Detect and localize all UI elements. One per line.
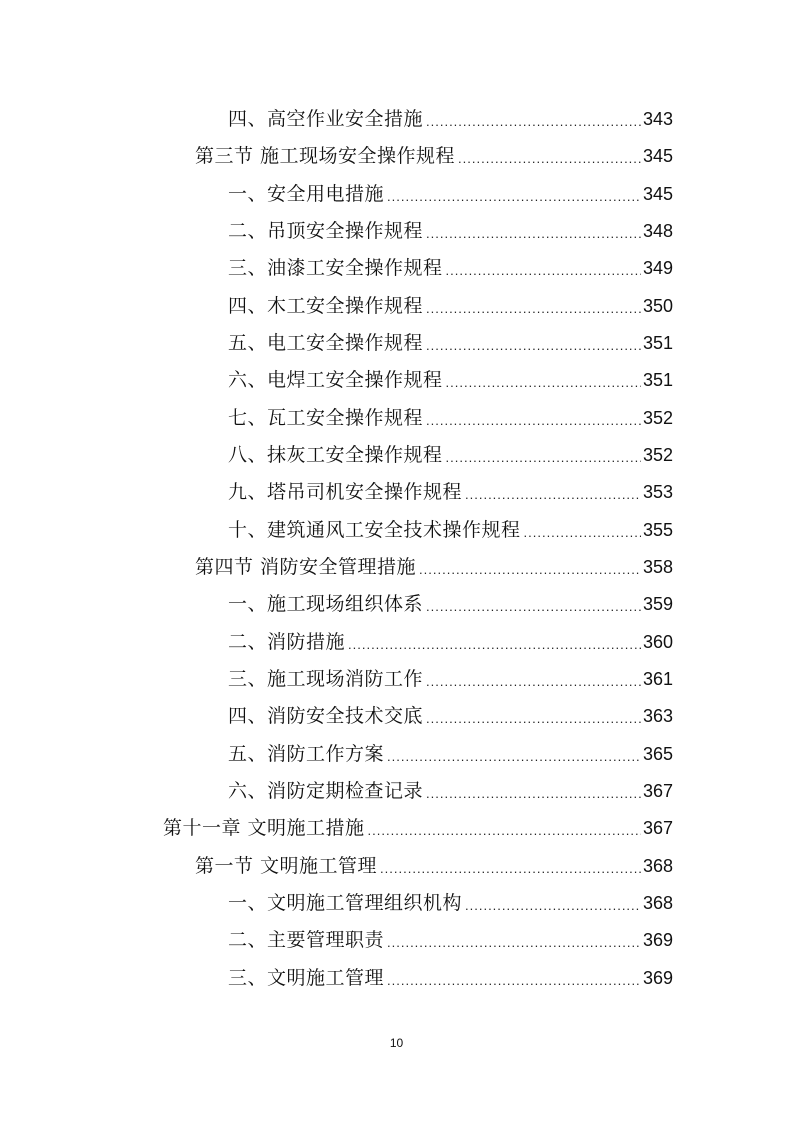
dot-leader xyxy=(426,223,641,245)
toc-entry-page: 365 xyxy=(642,744,673,764)
toc-entry-page: 363 xyxy=(642,706,673,726)
toc-entry-page: 367 xyxy=(642,818,673,838)
toc-entry[interactable] xyxy=(228,217,673,245)
toc-entry-title: 六、电焊工安全操作规程 xyxy=(228,369,443,391)
toc-entry[interactable] xyxy=(228,740,673,768)
toc-entry[interactable] xyxy=(228,926,673,954)
dot-leader xyxy=(426,596,641,618)
toc-entry-title: 五、电工安全操作规程 xyxy=(228,332,424,354)
toc-entry-page: 369 xyxy=(642,930,673,950)
dot-leader xyxy=(387,746,641,768)
toc-entry-title: 八、抹灰工安全操作规程 xyxy=(228,444,443,466)
dot-leader xyxy=(465,484,641,506)
dot-leader xyxy=(446,447,641,469)
toc-entry-page: 349 xyxy=(642,258,673,278)
dot-leader xyxy=(446,260,641,282)
toc-entry-page: 351 xyxy=(642,370,673,390)
toc-entry[interactable] xyxy=(228,329,673,357)
toc-entry-title: 第一节 文明施工管理 xyxy=(195,855,378,877)
dot-leader xyxy=(368,820,641,842)
toc-entry-title: 一、文明施工管理组织机构 xyxy=(228,892,463,914)
toc-entry-title: 二、吊顶安全操作规程 xyxy=(228,220,424,242)
toc-entry-title: 七、瓦工安全操作规程 xyxy=(228,407,424,429)
dot-leader xyxy=(380,858,641,880)
dot-leader xyxy=(458,148,641,170)
dot-leader xyxy=(387,970,641,992)
dot-leader xyxy=(419,559,641,581)
toc-entry[interactable] xyxy=(228,254,673,282)
toc-entry-page: 368 xyxy=(642,856,673,876)
dot-leader xyxy=(426,335,641,357)
toc-entry-page: 360 xyxy=(642,632,673,652)
dot-leader xyxy=(426,783,641,805)
dot-leader xyxy=(426,298,641,320)
dot-leader xyxy=(387,932,641,954)
toc-entry[interactable] xyxy=(195,852,673,880)
toc-entry[interactable] xyxy=(228,628,673,656)
dot-leader xyxy=(426,708,641,730)
toc-entry-title: 一、安全用电措施 xyxy=(228,183,385,205)
toc-entry-page: 361 xyxy=(642,669,673,689)
toc-entry-title: 十、建筑通风工安全技术操作规程 xyxy=(228,519,521,541)
toc-entry[interactable] xyxy=(195,142,673,170)
dot-leader xyxy=(426,410,641,432)
toc-entry-title: 四、高空作业安全措施 xyxy=(228,108,424,130)
toc-entry[interactable] xyxy=(228,404,673,432)
dot-leader xyxy=(446,372,641,394)
toc-entry-title: 第四节 消防安全管理措施 xyxy=(195,556,417,578)
toc-entry[interactable] xyxy=(163,814,673,842)
toc-entry-page: 345 xyxy=(642,184,673,204)
dot-leader xyxy=(426,671,641,693)
toc-entry-page: 369 xyxy=(642,968,673,988)
toc-entry-page: 368 xyxy=(642,893,673,913)
toc-entry-page: 352 xyxy=(642,408,673,428)
toc-entry[interactable] xyxy=(228,478,673,506)
dot-leader xyxy=(348,634,641,656)
toc-entry[interactable] xyxy=(228,441,673,469)
toc-entry[interactable] xyxy=(228,366,673,394)
toc-entry-title: 二、主要管理职责 xyxy=(228,929,385,951)
toc-entry-page: 345 xyxy=(642,146,673,166)
toc-entry-title: 一、施工现场组织体系 xyxy=(228,593,424,615)
toc-entry-title: 第三节 施工现场安全操作规程 xyxy=(195,145,456,167)
toc-entry-title: 九、塔吊司机安全操作规程 xyxy=(228,481,463,503)
toc-entry[interactable] xyxy=(228,180,673,208)
toc-entry-title: 第十一章 文明施工措施 xyxy=(163,817,365,839)
dot-leader xyxy=(426,111,641,133)
toc-entry[interactable] xyxy=(228,889,673,917)
toc-entry-title: 三、油漆工安全操作规程 xyxy=(228,257,443,279)
toc-entry-title: 三、文明施工管理 xyxy=(228,967,385,989)
toc-entry-title: 二、消防措施 xyxy=(228,631,346,653)
toc-entry[interactable] xyxy=(228,964,673,992)
toc-entry-page: 352 xyxy=(642,445,673,465)
toc-entry-title: 三、施工现场消防工作 xyxy=(228,668,424,690)
toc-entry[interactable] xyxy=(228,292,673,320)
dot-leader xyxy=(387,186,641,208)
toc-entry-page: 343 xyxy=(642,109,673,129)
toc-entry-page: 353 xyxy=(642,482,673,502)
toc-entry[interactable] xyxy=(195,553,673,581)
toc-entry-page: 358 xyxy=(642,557,673,577)
toc-entry[interactable] xyxy=(228,665,673,693)
page-number: 10 xyxy=(389,1036,404,1050)
toc-entry[interactable] xyxy=(228,777,673,805)
toc-entry-title: 五、消防工作方案 xyxy=(228,743,385,765)
toc-entry-page: 355 xyxy=(642,520,673,540)
toc-entry[interactable] xyxy=(228,516,673,544)
dot-leader xyxy=(465,895,641,917)
toc-entry-title: 六、消防定期检查记录 xyxy=(228,780,424,802)
toc-entry[interactable] xyxy=(228,105,673,133)
toc-entry-title: 四、消防安全技术交底 xyxy=(228,705,424,727)
toc-entry[interactable] xyxy=(228,702,673,730)
toc-entry[interactable] xyxy=(228,590,673,618)
toc-entry-page: 350 xyxy=(642,296,673,316)
toc-entry-page: 351 xyxy=(642,333,673,353)
dot-leader xyxy=(524,522,641,544)
toc-entry-page: 348 xyxy=(642,221,673,241)
toc-entry-title: 四、木工安全操作规程 xyxy=(228,295,424,317)
toc-entry-page: 359 xyxy=(642,594,673,614)
toc-entry-page: 367 xyxy=(642,781,673,801)
